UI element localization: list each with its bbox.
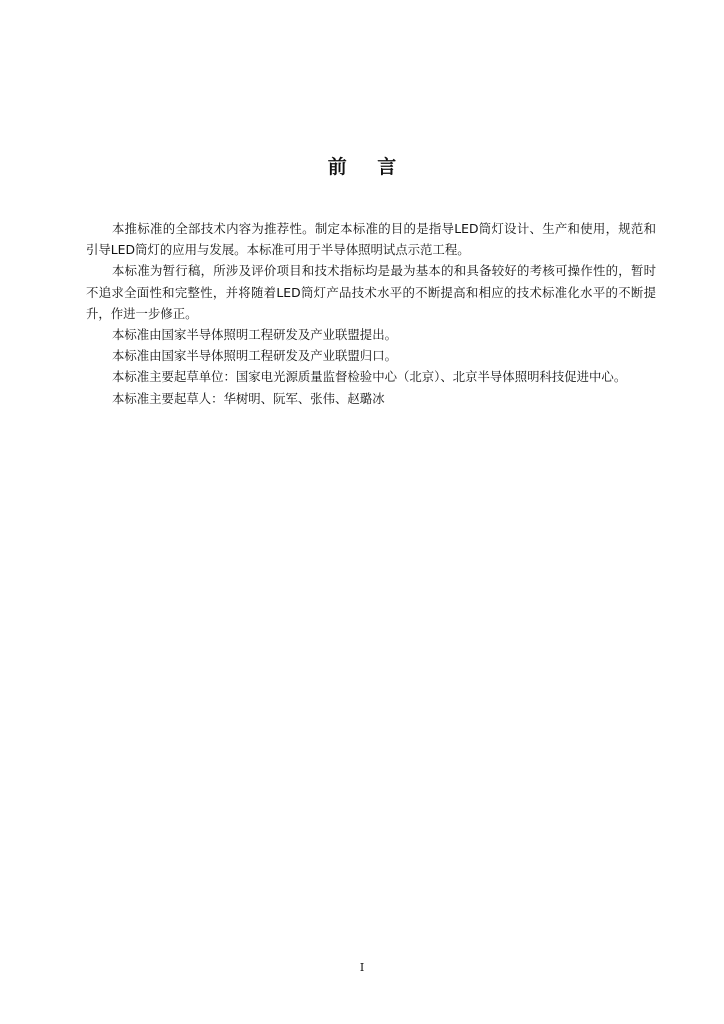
page-number: I <box>359 961 365 974</box>
paragraph-centralized: 本标准由国家半导体照明工程研发及产业联盟归口。 <box>112 348 397 364</box>
page-title: 前 言 <box>327 156 409 178</box>
paragraph-provisional: 本标准为暂行稿，所涉及评价项目和技术指标均是最为基本的和具备较好的考核可操作性的，暂时不追求全面性和完整性，并将随着LED筒灯产品技术水平的不断提高和相应的技术标准化水平的不断提升，作进一步修正。 <box>86 263 656 321</box>
foreword-body <box>86 218 656 409</box>
paragraph-scope: 本推标准的全部技术内容为推荐性。制定本标准的目的是指导LED筒灯设计、生产和使用，规范和引导LED筒灯的应用与发展。本标准可用于半导体照明试点示范工程。 <box>86 221 656 258</box>
paragraph-proposer: 本标准由国家半导体照明工程研发及产业联盟提出。 <box>112 327 397 343</box>
paragraph-drafters: 本标准主要起草人：华树明、阮军、张伟、赵璐冰 <box>112 390 385 406</box>
paragraph-drafting-units: 本标准主要起草单位：国家电光源质量监督检验中心（北京）、北京半导体照明科技促进中心。 <box>112 369 627 385</box>
